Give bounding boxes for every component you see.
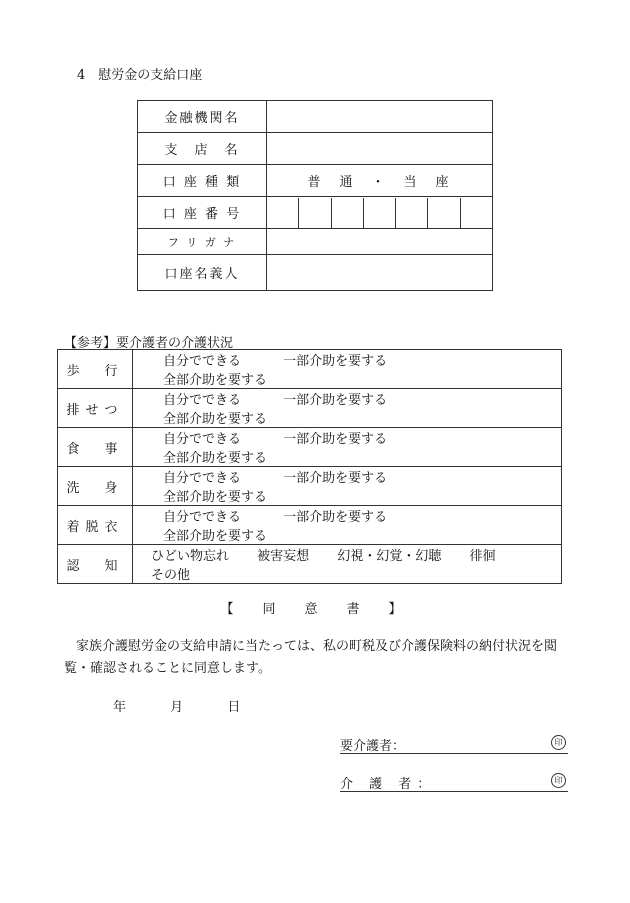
care-option[interactable]: 徘徊 <box>469 549 496 564</box>
care-option[interactable]: 自分でできる <box>163 510 242 525</box>
account-digit-cell[interactable] <box>267 198 299 228</box>
care-option[interactable]: 被害妄想 <box>257 549 310 564</box>
signature-label: 要介護者： <box>340 739 406 754</box>
care-options-excretion <box>133 389 562 428</box>
care-label-meals: 食 事 <box>58 428 133 467</box>
care-label-cognition: 認 知 <box>58 545 133 584</box>
account-digit-cell[interactable] <box>428 198 460 228</box>
bank-account-table <box>137 100 493 291</box>
bank-label-institution: 金融機関名 <box>138 101 267 133</box>
care-option[interactable]: 一部介助を要する <box>283 471 388 486</box>
account-digit-cell[interactable] <box>299 198 331 228</box>
care-label-excretion: 排せつ <box>58 389 133 428</box>
account-digit-cell[interactable] <box>461 198 492 228</box>
care-option[interactable]: 自分でできる <box>163 471 242 486</box>
care-options-cognition <box>133 545 562 584</box>
bank-value-furigana[interactable] <box>267 229 493 255</box>
account-digit-cell[interactable] <box>396 198 428 228</box>
account-number-cells <box>267 198 492 228</box>
bank-value-institution[interactable] <box>267 101 493 133</box>
signature-line-caregiver[interactable] <box>340 773 568 792</box>
bank-value-account-holder[interactable] <box>267 255 493 291</box>
care-status-table <box>57 349 562 584</box>
bank-label-account-holder: 口座名義人 <box>138 255 267 291</box>
care-option[interactable]: その他 <box>151 568 191 583</box>
care-option[interactable]: 全部介助を要する <box>163 373 268 388</box>
care-option[interactable]: 一部介助を要する <box>283 354 388 369</box>
seal-icon: 印 <box>551 735 566 750</box>
section-title: 4 慰労金の支給口座 <box>77 68 203 83</box>
signature-label: 介 護 者： <box>340 777 437 792</box>
care-option[interactable]: 自分でできる <box>163 354 242 369</box>
care-option[interactable]: 一部介助を要する <box>283 432 388 447</box>
care-option[interactable]: 全部介助を要する <box>163 529 268 544</box>
care-option[interactable]: 幻視・幻覚・幻聴 <box>337 549 442 564</box>
account-digit-cell[interactable] <box>332 198 364 228</box>
care-option[interactable]: 全部介助を要する <box>163 451 268 466</box>
care-option[interactable]: 自分でできる <box>163 432 242 447</box>
bank-label-account-type: 口 座 種 類 <box>138 165 267 197</box>
account-digit-cell[interactable] <box>364 198 396 228</box>
bank-value-account-type[interactable]: 普 通 ・ 当 座 <box>267 165 493 197</box>
care-option[interactable]: 全部介助を要する <box>163 412 268 427</box>
care-option[interactable]: 自分でできる <box>163 393 242 408</box>
care-options-walking <box>133 350 562 389</box>
bank-label-account-number: 口 座 番 号 <box>138 197 267 229</box>
care-options-dressing <box>133 506 562 545</box>
date-year[interactable]: 年 <box>113 700 127 715</box>
consent-body: 家族介護慰労金の支給申請に当たっては、私の町税及び介護保険料の納付状況を閲覧・確認されることに同意します。 <box>64 639 558 676</box>
care-label-dressing: 着脱衣 <box>58 506 133 545</box>
date-row <box>113 696 280 715</box>
bank-label-branch: 支 店 名 <box>138 133 267 165</box>
care-label-walking: 歩 行 <box>58 350 133 389</box>
care-status-title: 【参考】要介護者の介護状況 <box>64 336 234 351</box>
bank-value-account-number[interactable] <box>267 197 493 229</box>
care-option[interactable]: 一部介助を要する <box>283 510 388 525</box>
care-options-meals <box>133 428 562 467</box>
care-label-bathing: 洗 身 <box>58 467 133 506</box>
date-month[interactable]: 月 <box>170 700 184 715</box>
signature-line-care-recipient[interactable] <box>340 735 568 754</box>
care-option[interactable]: ひどい物忘れ <box>151 549 230 564</box>
bank-label-furigana: フ リ ガ ナ <box>138 229 267 255</box>
consent-title: 【 同 意 書 】 <box>220 602 410 617</box>
bank-value-branch[interactable] <box>267 133 493 165</box>
date-day[interactable]: 日 <box>227 700 241 715</box>
care-options-bathing <box>133 467 562 506</box>
care-option[interactable]: 一部介助を要する <box>283 393 388 408</box>
care-option[interactable]: 全部介助を要する <box>163 490 268 505</box>
seal-icon: 印 <box>551 773 566 788</box>
